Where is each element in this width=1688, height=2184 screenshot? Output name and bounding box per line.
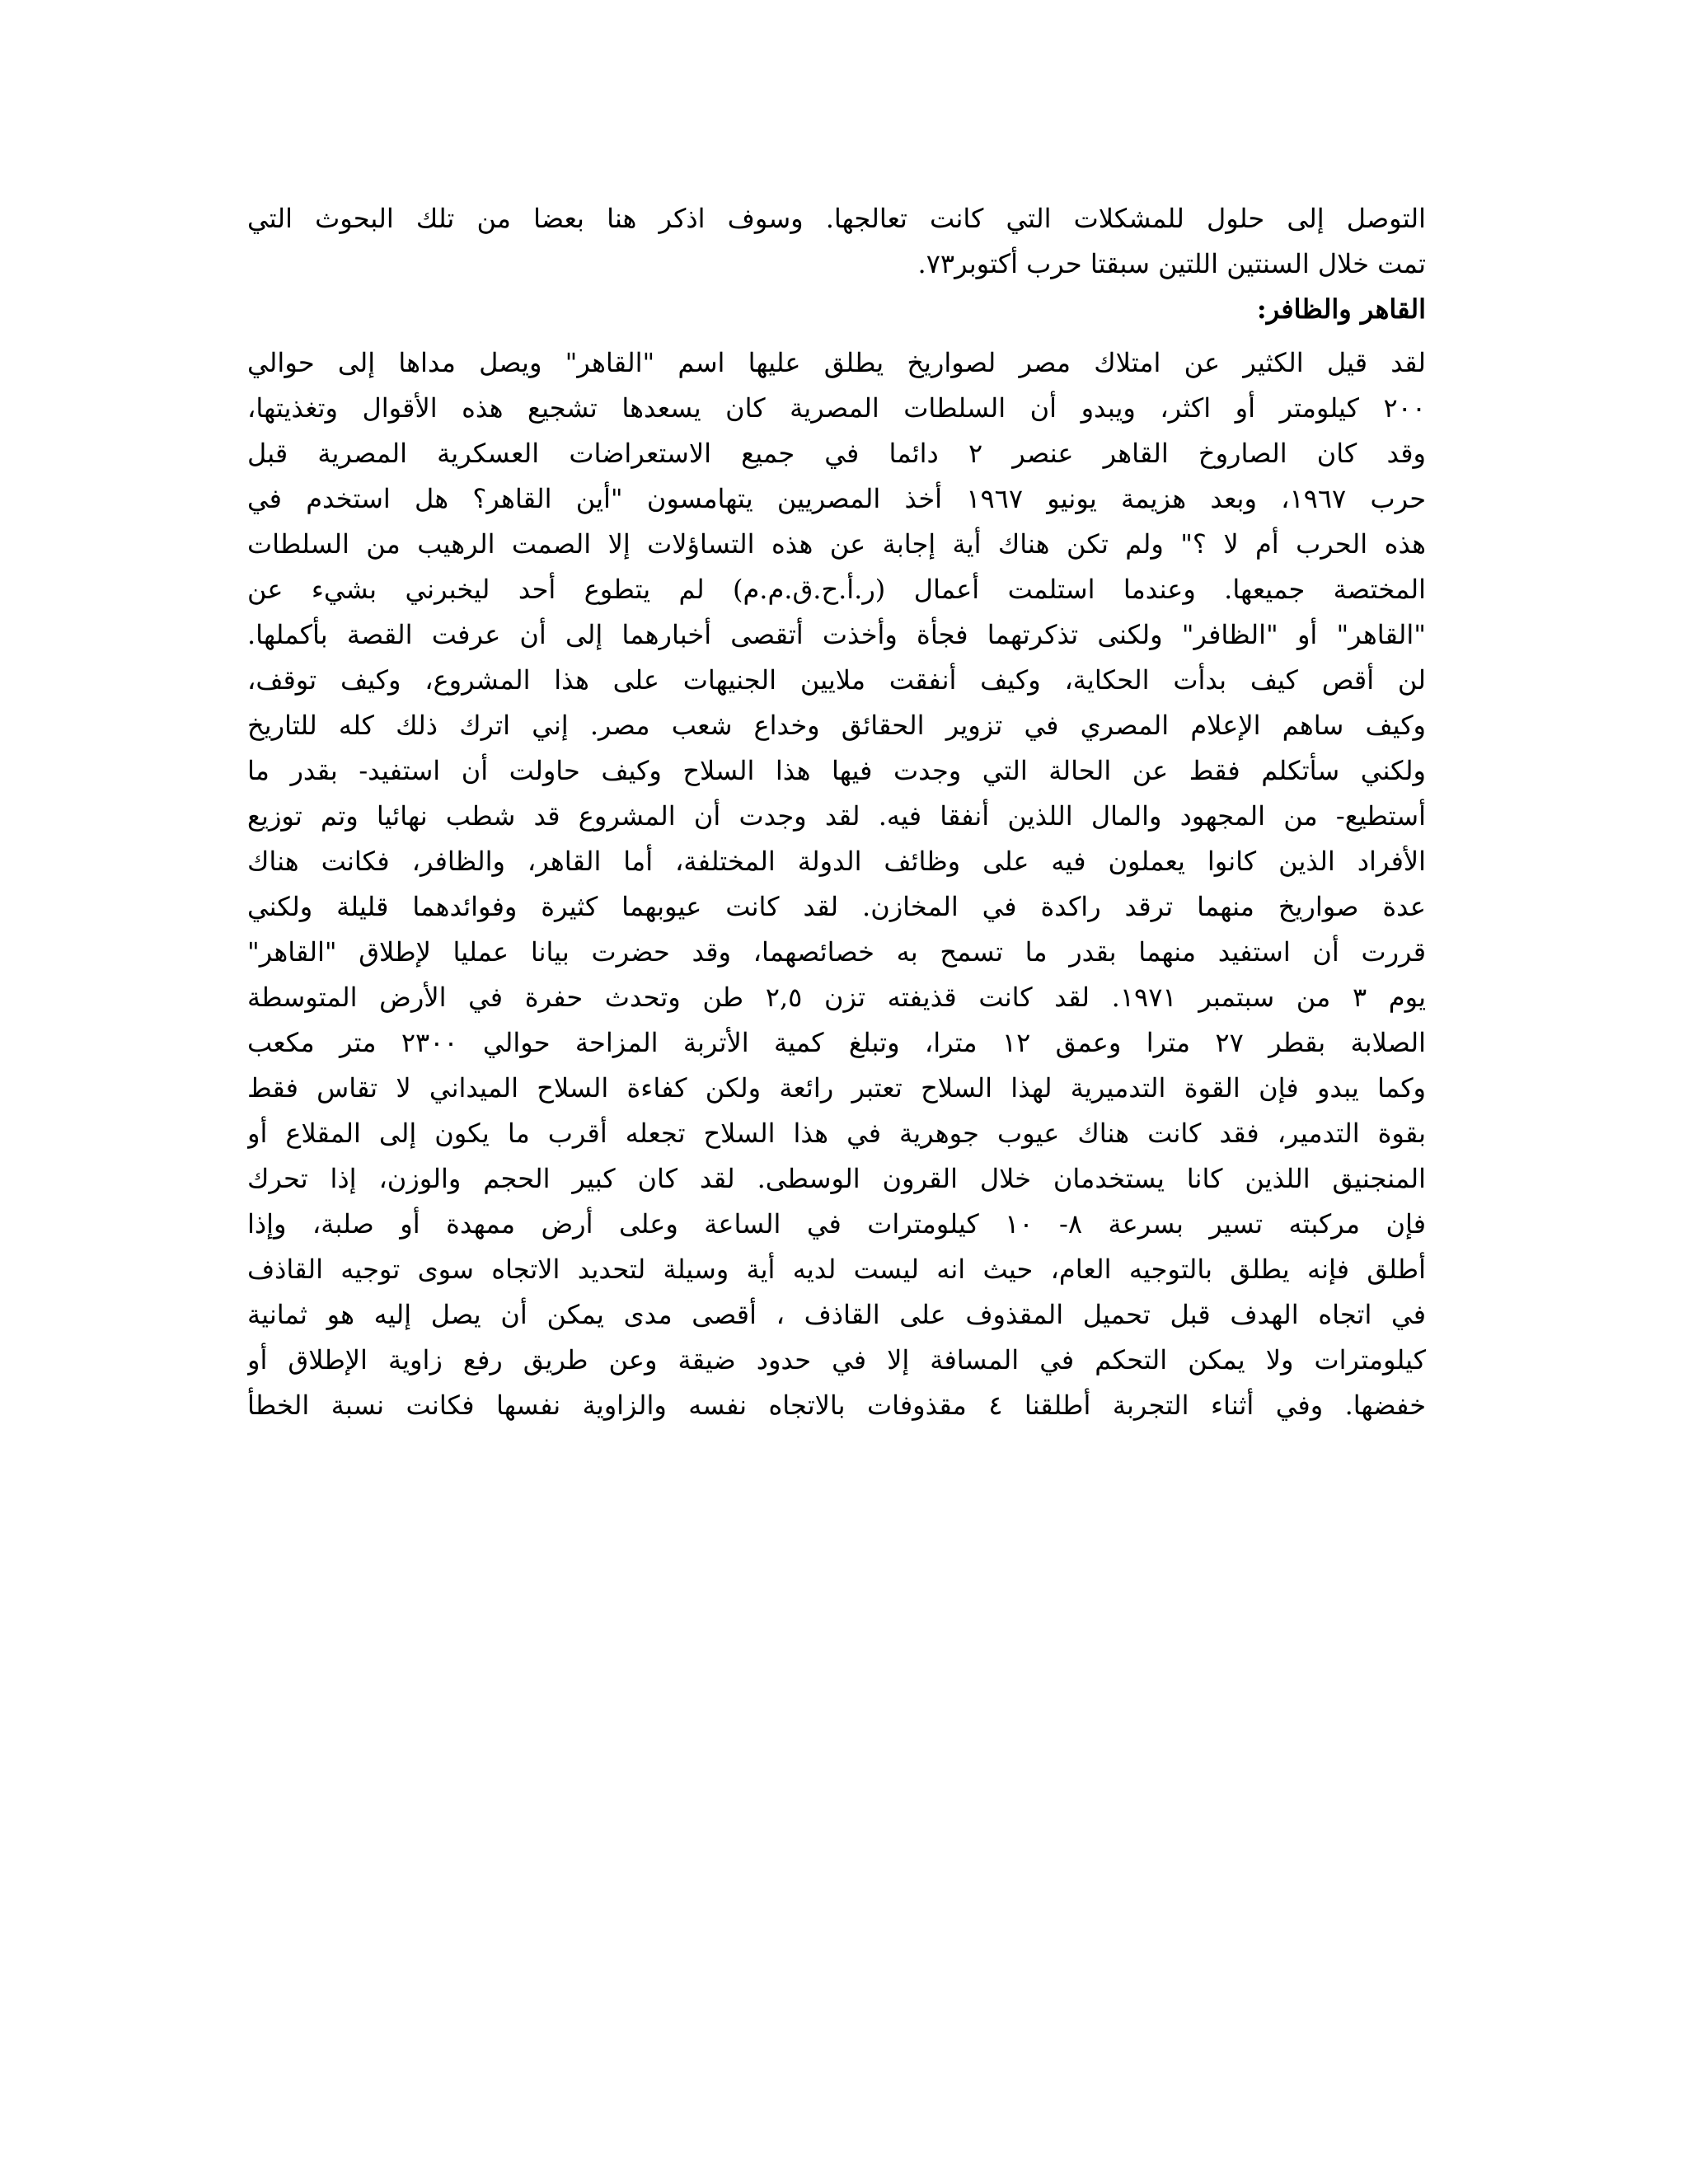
- paragraph-line: لقد قيل الكثير عن امتلاك مصر لصواريخ يطلق عليها اسم "القاهر" ويصل مداها إلى حوالي: [247, 347, 1426, 378]
- paragraph-line: حرب ١٩٦٧، وبعد هزيمة يونيو ١٩٦٧ أخذ المصريين يتهامسون "أين القاهر؟ هل استخدم في: [247, 483, 1426, 514]
- paragraph-line: لن أقص كيف بدأت الحكاية، وكيف أنفقت ملايين الجنيهات على هذا المشروع، وكيف توقف،: [247, 664, 1426, 696]
- paragraph-line: المختصة جميعها. وعندما استلمت أعمال (ر.أ.ح.ق.م.م) لم يتطوع أحد ليخبرني بشيء عن: [247, 574, 1426, 605]
- paragraph-line: وكيف ساهم الإعلام المصري في تزوير الحقائق وخداع شعب مصر. إني اترك ذلك كله للتاريخ: [247, 710, 1426, 741]
- paragraph-line: أطلق فإنه يطلق بالتوجيه العام، حيث انه ليست لديه أية وسيلة لتحديد الاتجاه سوى توجيه القاذف: [247, 1254, 1426, 1285]
- paragraph-line: فإن مركبته تسير بسرعة ٨- ١٠ كيلومترات في الساعة وعلى أرض ممهدة أو صلبة، وإذا: [247, 1208, 1426, 1240]
- section-heading: القاهر والظافر:: [1256, 293, 1426, 325]
- paragraph-line: قررت أن استفيد منهما بقدر ما تسمح به خصائصهما، وقد حضرت بيانا عمليا لإطلاق "القاهر": [247, 936, 1426, 968]
- paragraph-line: بقوة التدمير، فقد كانت هناك عيوب جوهرية في هذا السلاح تجعله أقرب ما يكون إلى المقلاع أو: [247, 1118, 1426, 1149]
- paragraph-line: الأفراد الذين كانوا يعملون فيه على وظائف الدولة المختلفة، أما القاهر، والظافر، فكانت هناك: [247, 846, 1426, 877]
- paragraph-line: في اتجاه الهدف قبل تحميل المقذوف على القاذف ، أقصى مدى يمكن أن يصل إليه هو ثمانية: [247, 1299, 1426, 1330]
- paragraph-line: ٢٠٠ كيلومتر أو اكثر، ويبدو أن السلطات المصرية كان يسعدها تشجيع هذه الأقوال وتغذيتها،: [247, 392, 1426, 424]
- paragraph-line: وقد كان الصاروخ القاهر عنصر ٢ دائما في جميع الاستعراضات العسكرية المصرية قبل: [247, 438, 1426, 469]
- paragraph-line: وكما يبدو فإن القوة التدميرية لهذا السلاح تعتبر رائعة ولكن كفاءة السلاح الميداني لا تقاس فقط: [247, 1072, 1426, 1104]
- paragraph-line: "القاهر" أو "الظافر" ولكنى تذكرتهما فجأة وأخذت أتقصى أخبارهما إلى أن عرفت القصة بأكملها.: [247, 619, 1426, 650]
- paragraph-line: خفضها. وفي أثناء التجربة أطلقنا ٤ مقذوفات بالاتجاه نفسه والزاوية نفسها فكانت نسبة الخطأ: [247, 1390, 1426, 1421]
- paragraph-line: الصلابة بقطر ٢٧ مترا وعمق ١٢ مترا، وتبلغ كمية الأتربة المزاحة حوالي ٢٣٠٠ متر مكعب: [247, 1027, 1426, 1058]
- paragraph-line: تمت خلال السنتين اللتين سبقتا حرب أكتوبر٧٣.: [917, 248, 1426, 279]
- paragraph-line: أستطيع- من المجهود والمال اللذين أنفقا فيه. لقد وجدت أن المشروع قد شطب نهائيا وتم توزيع: [247, 800, 1426, 832]
- paragraph-line: يوم ٣ من سبتمبر ١٩٧١. لقد كانت قذيفته تزن ٢,٥ طن وتحدث حفرة في الأرض المتوسطة: [247, 982, 1426, 1013]
- paragraph-line: التوصل إلى حلول للمشكلات التي كانت تعالجها. وسوف اذكر هنا بعضا من تلك البحوث التي: [247, 203, 1426, 234]
- paragraph-line: المنجنيق اللذين كانا يستخدمان خلال القرون الوسطى. لقد كان كبير الحجم والوزن، إذا تحرك: [247, 1163, 1426, 1194]
- paragraph-line: هذه الحرب أم لا ؟" ولم تكن هناك أية إجابة عن هذه التساؤلات إلا الصمت الرهيب من السلطات: [247, 528, 1426, 560]
- paragraph-line: ولكني سأتكلم فقط عن الحالة التي وجدت فيها هذا السلاح وكيف حاولت أن استفيد- بقدر ما: [247, 755, 1426, 786]
- paragraph-line: عدة صواريخ منهما ترقد راكدة في المخازن. لقد كانت عيوبهما كثيرة وفوائدهما قليلة ولكني: [247, 891, 1426, 922]
- document-text: [247, 196, 1426, 1428]
- paragraph-line: كيلومترات ولا يمكن التحكم في المسافة إلا في حدود ضيقة وعن طريق رفع زاوية الإطلاق أو: [247, 1344, 1426, 1376]
